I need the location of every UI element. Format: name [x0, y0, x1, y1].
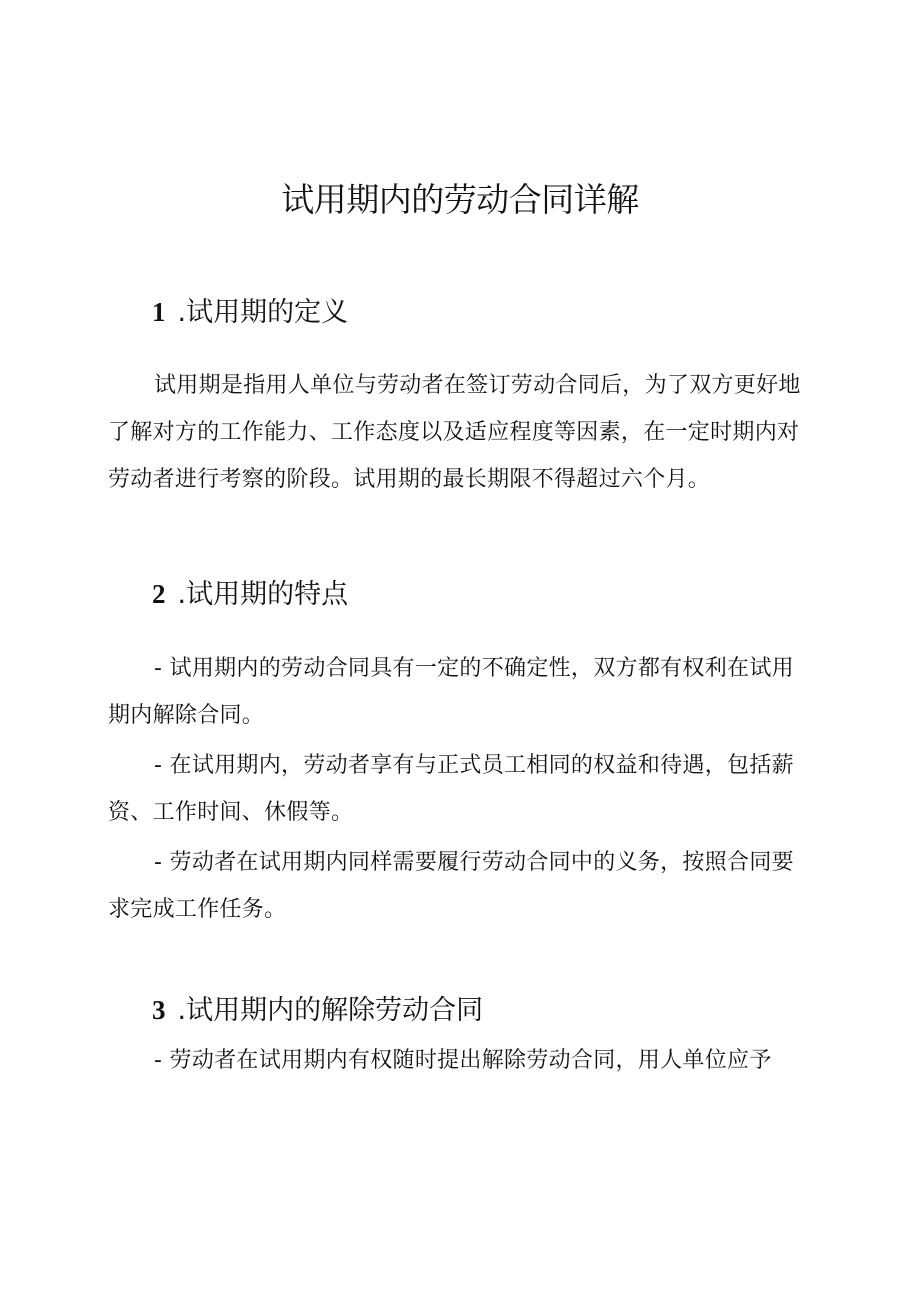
section-1-heading	[152, 292, 348, 333]
section-2-title: .试用期的特点	[177, 579, 349, 610]
section-3-number: 3	[152, 995, 166, 1025]
section-1-paragraph: 试用期是指用人单位与劳动者在签订劳动合同后，为了双方更好地了解对方的工作能力、工作态度以及适应程度等因素，在一定时期内对劳动者进行考察的阶段。试用期的最长期限不得超过六个月。	[108, 373, 801, 492]
section-2-bullet-2: - 在试用期内，劳动者享有与正式员工相同的权益和待遇，包括薪资、工作时间、休假等。	[108, 753, 794, 825]
section-2-bullet-1: - 试用期内的劳动合同具有一定的不确定性，双方都有权利在试用期内解除合同。	[108, 656, 794, 728]
section-2-number: 2	[152, 579, 166, 609]
section-3-title: .试用期内的解除劳动合同	[177, 995, 484, 1026]
section-2-bullet-3: - 劳动者在试用期内同样需要履行劳动合同中的义务，按照合同要求完成工作任务。	[108, 850, 794, 922]
section-2-heading	[152, 574, 348, 615]
section-1-number: 1	[152, 297, 166, 327]
document-title: 试用期内的劳动合同详解	[281, 180, 639, 219]
section-1-title: .试用期的定义	[177, 297, 349, 328]
section-3-bullet-1: - 劳动者在试用期内有权随时提出解除劳动合同，用人单位应予	[154, 1048, 772, 1073]
section-3-heading	[152, 990, 483, 1031]
